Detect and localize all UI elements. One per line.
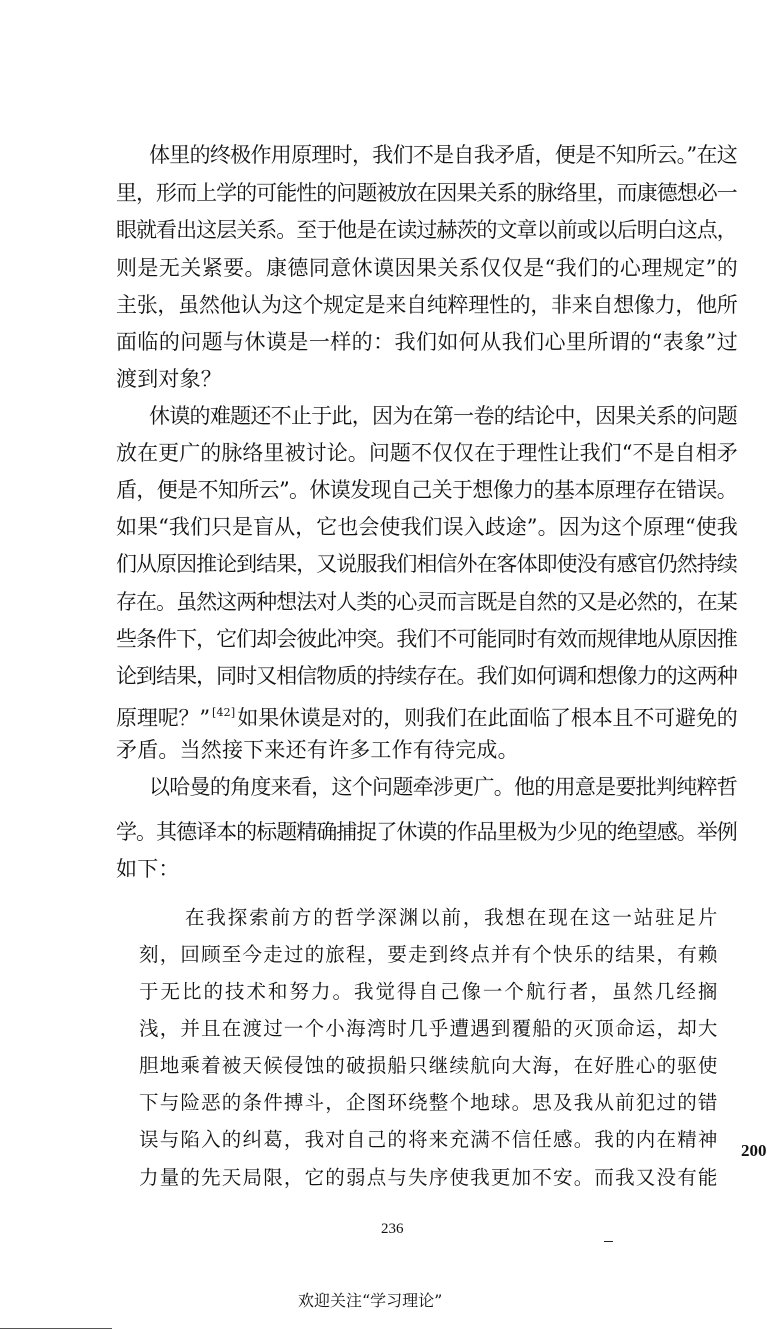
text-line: 力量的先天局限，它的弱点与失序使我更加不安。而我又没有能 xyxy=(139,1166,719,1189)
text-line: 论到结果，同时又相信物质的持续存在。我们如何调和想像力的这两种 xyxy=(116,664,737,688)
text-line: 里，形而上学的可能性的问题被放在因果关系的脉络里，而康德想必一 xyxy=(116,181,737,205)
text-line: 下与险恶的条件搏斗，企图环绕整个地球。思及我从前犯过的错 xyxy=(139,1091,719,1114)
text-line: 放在更广的脉络里被讨论。问题不仅仅在于理性让我们“不是自相矛 xyxy=(116,441,738,465)
text-line-with-footnote xyxy=(116,700,738,731)
text-line: 存在。虽然这两种想法对人类的心灵而言既是自然的又是必然的，在某 xyxy=(116,590,737,614)
text-segment: 如果休谟是对的，则我们在此面临了根本且不可避免的 xyxy=(237,706,738,730)
text-line: 于无比的技术和努力。我觉得自己像一个航行者，虽然几经搁 xyxy=(139,980,720,1003)
text-line: 休谟的难题还不止于此，因为在第一卷的结论中，因果关系的问题 xyxy=(149,404,738,428)
text-line: 则是无关紧要。康德同意休谟因果关系仅仅是“我们的心理规定”的 xyxy=(116,256,739,280)
text-line: 矛盾。当然接下来还有许多工作有待完成。 xyxy=(116,738,519,762)
text-line: 眼就看出这层关系。至于他是在读过赫茨的文章以前或以后明白这点， xyxy=(116,218,737,242)
text-line: 胆地乘着被天候侵蚀的破损船只继续航向大海，在好胜心的驱使 xyxy=(139,1054,719,1077)
text-line: 渡到对象？ xyxy=(116,367,222,391)
text-line: 浅，并且在渡过一个小海湾时几乎遭遇到覆船的灭顶命运，却大 xyxy=(139,1017,719,1040)
text-segment: 原理呢？” xyxy=(116,706,210,730)
text-line: 们从原因推论到结果，又说服我们相信外在客体即使没有感官仍然持续 xyxy=(116,552,737,576)
text-line: 面临的问题与休谟是一样的：我们如何从我们心里所谓的“表象”过 xyxy=(116,330,739,354)
text-line: 盾，便是不知所云”。休谟发现自己关于想像力的基本原理存在错误。 xyxy=(116,478,738,502)
text-line: 如下： xyxy=(116,857,180,881)
footer-text: 欢迎关注“学习理论” xyxy=(298,1291,443,1310)
bottom-edge-rule xyxy=(0,1328,112,1329)
text-line: 在我探索前方的哲学深渊以前，我想在现在这一站驻足片 xyxy=(185,906,720,929)
text-line: 体里的终极作用原理时，我们不是自我矛盾，便是不知所云。”在这 xyxy=(149,143,738,167)
text-line: 刻，回顾至今走过的旅程，要走到终点并有个快乐的结果，有赖 xyxy=(139,943,719,966)
text-line: 以哈曼的角度来看，这个问题牵涉更广。他的用意是要批判纯粹哲 xyxy=(149,775,738,799)
text-line: 些条件下，它们却会彼此冲突。我们不可能同时有效而规律地从原因推 xyxy=(116,627,737,651)
page-number: 236 xyxy=(381,1221,404,1237)
small-dash-mark xyxy=(604,1241,613,1242)
text-line: 误与陷入的纠葛，我对自己的将来充满不信任感。我的内在精神 xyxy=(139,1128,719,1151)
text-line: 如果“我们只是盲从，它也会使我们误入歧途”。因为这个原理“使我 xyxy=(116,515,738,539)
footnote-marker: [42] xyxy=(211,706,236,719)
margin-page-number: 200 xyxy=(741,1141,767,1160)
text-line: 学。其德译本的标题精确捕捉了休谟的作品里极为少见的绝望感。举例 xyxy=(116,820,737,844)
text-line: 主张，虽然他认为这个规定是来自纯粹理性的，非来自想像力，他所 xyxy=(116,293,738,317)
